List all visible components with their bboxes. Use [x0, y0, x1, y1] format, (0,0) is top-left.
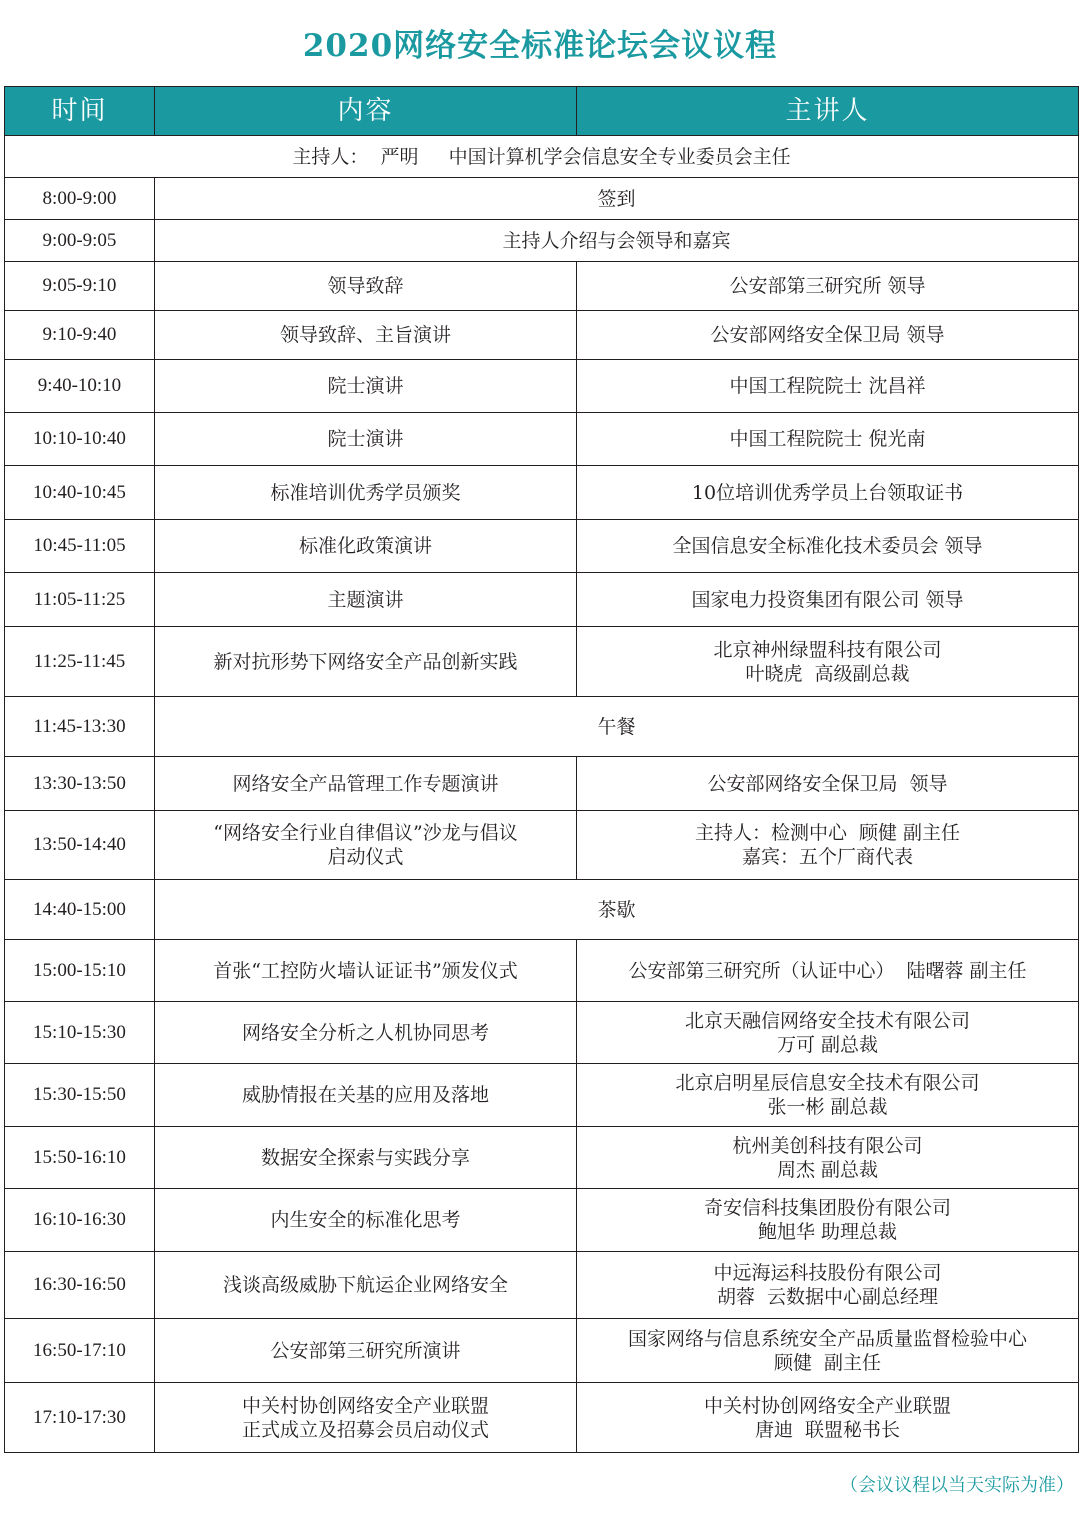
content-line: 数据安全探索与实践分享	[260, 1146, 470, 1169]
speaker-line: 叶晓虎 高级副总裁	[745, 662, 910, 685]
content-line: 网络安全分析之人机协同思考	[241, 1021, 489, 1044]
content-line: 正式成立及招募会员启动仪式	[241, 1418, 489, 1441]
speaker-line: 周杰 副总裁	[776, 1158, 879, 1181]
content-line: 中关村协创网络安全产业联盟	[241, 1394, 489, 1417]
content-cell	[155, 413, 577, 466]
table-row	[5, 1189, 1079, 1252]
table-row	[5, 178, 1079, 220]
content-cell	[155, 220, 1079, 262]
speaker-cell	[577, 811, 1079, 880]
content-line: 院士演讲	[327, 375, 404, 397]
speaker-line: 中国工程院院士 倪光南	[729, 428, 926, 450]
content-cell	[155, 311, 577, 360]
time-cell: 9:00-9:05	[5, 220, 155, 262]
content-cell	[155, 1189, 577, 1252]
speaker-line: 国家电力投资集团有限公司 领导	[691, 588, 964, 611]
content-cell	[155, 880, 1079, 940]
speaker-line: 中关村协创网络安全产业联盟	[703, 1394, 951, 1417]
speaker-line: 杭州美创科技有限公司	[732, 1134, 923, 1157]
content-line: 院士演讲	[327, 428, 404, 450]
time-cell: 8:00-9:00	[5, 178, 155, 220]
time-cell: 11:45-13:30	[5, 697, 155, 757]
content-line: 浅谈高级威胁下航运企业网络安全	[222, 1274, 508, 1296]
speaker-line: 万可 副总裁	[776, 1033, 879, 1056]
speaker-cell	[577, 413, 1079, 466]
speaker-line: 奇安信科技集团股份有限公司	[703, 1197, 951, 1219]
content-line: 签到	[597, 187, 636, 210]
content-cell	[155, 1127, 577, 1189]
time-cell: 11:25-11:45	[5, 627, 155, 697]
speaker-cell	[577, 262, 1079, 311]
speaker-cell	[577, 360, 1079, 413]
speaker-cell	[577, 1064, 1079, 1127]
header-time: 时间	[5, 87, 155, 136]
table-row	[5, 360, 1079, 413]
content-cell	[155, 811, 577, 880]
speaker-line: 胡蓉 云数据中心副总经理	[716, 1286, 939, 1308]
speaker-cell	[577, 1189, 1079, 1252]
content-line: 主持人介绍与会领导和嘉宾	[502, 229, 731, 252]
content-line: 网络安全产品管理工作专题演讲	[232, 772, 499, 795]
time-cell: 16:10-16:30	[5, 1189, 155, 1252]
speaker-line: 北京神州绿盟科技有限公司	[713, 638, 942, 661]
time-cell: 15:30-15:50	[5, 1064, 155, 1127]
table-row	[5, 697, 1079, 757]
content-cell	[155, 1383, 577, 1453]
table-row	[5, 413, 1079, 466]
time-cell: 13:30-13:50	[5, 757, 155, 811]
speaker-line: 张一彬 副总裁	[767, 1096, 888, 1118]
speaker-cell	[577, 757, 1079, 811]
speaker-line: 国家网络与信息系统安全产品质量监督检验中心	[627, 1327, 1027, 1350]
speaker-line: 公安部网络安全保卫局 领导	[707, 772, 948, 795]
speaker-cell	[577, 1252, 1079, 1319]
speaker-line: 北京天融信网络安全技术有限公司	[684, 1009, 970, 1032]
table-row	[5, 757, 1079, 811]
content-cell	[155, 573, 577, 627]
content-cell	[155, 1064, 577, 1127]
content-cell	[155, 1252, 577, 1319]
content-line: 领导致辞	[327, 275, 404, 297]
table-row	[5, 262, 1079, 311]
content-cell	[155, 697, 1079, 757]
time-cell: 15:10-15:30	[5, 1002, 155, 1064]
speaker-line: 唐迪 联盟秘书长	[754, 1418, 901, 1441]
content-cell	[155, 627, 577, 697]
speaker-line: 中远海运科技股份有限公司	[713, 1262, 942, 1284]
time-cell: 9:40-10:10	[5, 360, 155, 413]
content-cell	[155, 178, 1079, 220]
host-row	[5, 136, 1079, 178]
time-cell: 16:30-16:50	[5, 1252, 155, 1319]
speaker-line: 公安部第三研究所 领导	[729, 275, 926, 297]
host-line: 主持人： 严明 中国计算机学会信息安全专业委员会主任	[5, 136, 1079, 178]
content-line: 茶歇	[597, 898, 636, 921]
content-cell	[155, 520, 577, 573]
header-content: 内容	[155, 87, 577, 136]
content-line: 午餐	[597, 715, 636, 738]
time-cell: 10:40-10:45	[5, 466, 155, 520]
content-cell	[155, 1319, 577, 1383]
table-row	[5, 880, 1079, 940]
time-cell: 14:40-15:00	[5, 880, 155, 940]
content-line: 标准培训优秀学员颁奖	[270, 481, 461, 504]
speaker-line: 公安部第三研究所（认证中心） 陆曙蓉 副主任	[628, 959, 1027, 982]
content-line: 领导致辞、主旨演讲	[279, 324, 451, 346]
speaker-line: 顾健 副主任	[773, 1351, 882, 1374]
time-cell: 11:05-11:25	[5, 573, 155, 627]
speaker-cell	[577, 1002, 1079, 1064]
time-cell: 9:05-9:10	[5, 262, 155, 311]
speaker-line: 嘉宾：五个厂商代表	[741, 846, 913, 868]
content-line: 公安部第三研究所演讲	[270, 1339, 461, 1362]
content-cell	[155, 466, 577, 520]
content-cell	[155, 1002, 577, 1064]
table-row	[5, 466, 1079, 520]
table-row	[5, 940, 1079, 1002]
content-line: “网络安全行业自律倡议”沙龙与倡议	[213, 822, 518, 844]
speaker-cell	[577, 940, 1079, 1002]
content-line: 启动仪式	[327, 846, 404, 868]
time-cell: 10:10-10:40	[5, 413, 155, 466]
speaker-cell	[577, 466, 1079, 520]
table-row	[5, 573, 1079, 627]
speaker-cell	[577, 1383, 1079, 1453]
table-row	[5, 1383, 1079, 1453]
speaker-cell	[577, 311, 1079, 360]
table-row	[5, 1064, 1079, 1127]
speaker-cell	[577, 627, 1079, 697]
content-line: 主题演讲	[327, 588, 404, 611]
time-cell: 16:50-17:10	[5, 1319, 155, 1383]
content-line: 威胁情报在关基的应用及落地	[241, 1084, 489, 1106]
table-row	[5, 1002, 1079, 1064]
time-cell: 15:00-15:10	[5, 940, 155, 1002]
content-cell	[155, 262, 577, 311]
speaker-cell	[577, 1319, 1079, 1383]
table-row	[5, 1319, 1079, 1383]
speaker-line: 主持人：检测中心 顾健 副主任	[694, 822, 961, 844]
table-row	[5, 311, 1079, 360]
agenda-table	[4, 86, 1079, 1453]
content-cell	[155, 940, 577, 1002]
time-cell: 15:50-16:10	[5, 1127, 155, 1189]
time-cell: 17:10-17:30	[5, 1383, 155, 1453]
speaker-line: 公安部网络安全保卫局 领导	[710, 324, 945, 346]
table-header-row	[5, 87, 1079, 136]
time-cell: 9:10-9:40	[5, 311, 155, 360]
content-cell	[155, 360, 577, 413]
speaker-cell	[577, 1127, 1079, 1189]
time-cell: 10:45-11:05	[5, 520, 155, 573]
content-line: 标准化政策演讲	[298, 535, 432, 557]
content-cell	[155, 757, 577, 811]
table-row	[5, 627, 1079, 697]
header-speaker: 主讲人	[577, 87, 1079, 136]
time-cell: 13:50-14:40	[5, 811, 155, 880]
content-line: 内生安全的标准化思考	[270, 1209, 461, 1231]
content-line: 新对抗形势下网络安全产品创新实践	[213, 650, 518, 673]
table-row	[5, 811, 1079, 880]
speaker-line: 全国信息安全标准化技术委员会 领导	[672, 535, 983, 557]
table-row	[5, 1252, 1079, 1319]
content-line: 首张“工控防火墙认证证书”颁发仪式	[213, 959, 518, 982]
page-title: 2020网络安全标准论坛会议议程	[302, 28, 778, 64]
speaker-line: 中国工程院院士 沈昌祥	[729, 375, 926, 397]
speaker-line: 10位培训优秀学员上台领取证书	[691, 481, 964, 504]
speaker-line: 鲍旭华 助理总裁	[757, 1221, 898, 1243]
table-row	[5, 1127, 1079, 1189]
footnote: （会议议程以当天实际为准）	[840, 1475, 1074, 1496]
table-row	[5, 520, 1079, 573]
speaker-line: 北京启明星辰信息安全技术有限公司	[675, 1072, 980, 1094]
table-row	[5, 220, 1079, 262]
speaker-cell	[577, 573, 1079, 627]
speaker-cell	[577, 520, 1079, 573]
